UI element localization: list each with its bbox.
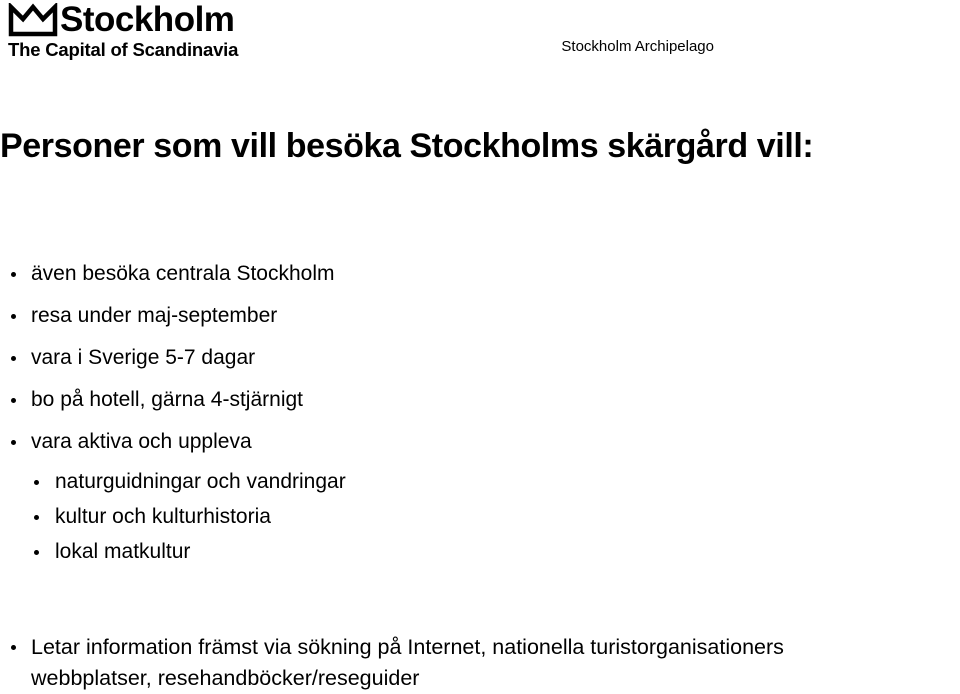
bullet-item: vara aktiva och uppleva — [0, 430, 335, 472]
bullet-item: bo på hotell, gärna 4-stjärnigt — [0, 388, 335, 430]
footer-bullet-line-1: Letar information främst via sökning på Internet, nationella turistorganisationers — [31, 635, 784, 659]
sub-bullet-list — [0, 470, 346, 575]
slide-title: Personer som vill besöka Stockholms skärgård vill: — [0, 127, 814, 165]
main-bullet-list — [0, 262, 335, 472]
bullet-item: även besöka centrala Stockholm — [0, 262, 335, 304]
sub-bullet-item: kultur och kulturhistoria — [0, 505, 346, 540]
bullet-item: vara i Sverige 5-7 dagar — [0, 346, 335, 388]
stockholm-logo — [8, 2, 258, 62]
logo-row — [8, 2, 258, 38]
bullet-item: resa under maj-september — [0, 304, 335, 346]
crown-icon — [8, 3, 58, 37]
sub-bullet-item: lokal matkultur — [0, 540, 346, 575]
logo-wordmark: Stockholm — [60, 0, 235, 39]
header-section-label: Stockholm Archipelago — [561, 38, 714, 55]
footer-bullet-item — [0, 632, 784, 694]
footer-bullet-list — [0, 632, 784, 694]
sub-bullet-item: naturguidningar och vandringar — [0, 470, 346, 505]
footer-bullet-line-2: webbplatser, resehandböcker/reseguider — [31, 666, 420, 690]
logo-tagline: The Capital of Scandinavia — [8, 39, 239, 60]
